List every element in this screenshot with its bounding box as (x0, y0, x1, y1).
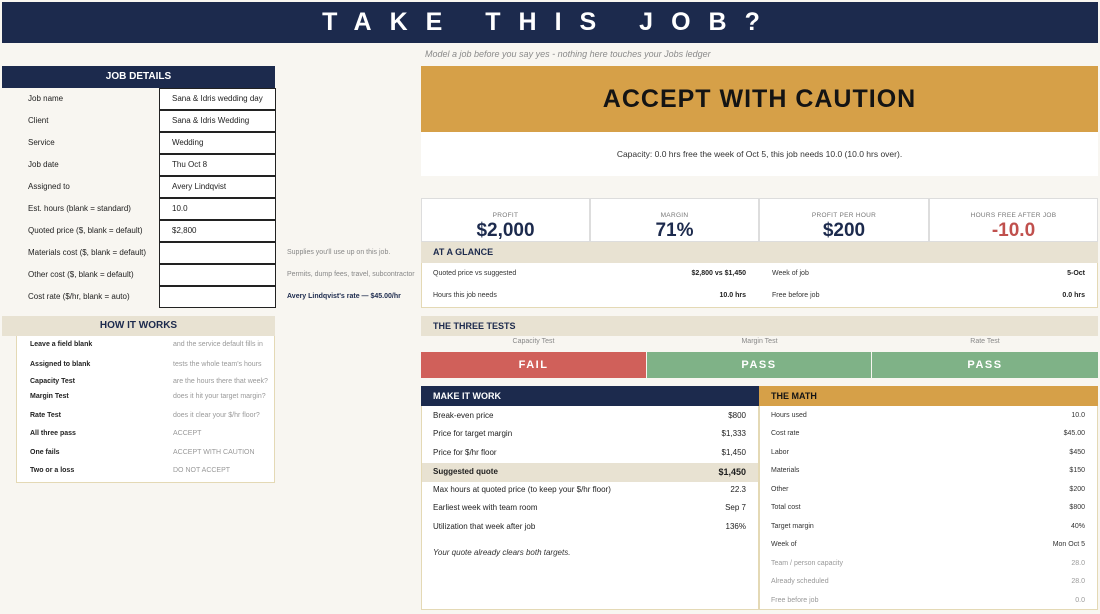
field-row-job-date (2, 154, 275, 176)
other-cost-input[interactable] (159, 264, 276, 286)
glance-value: 5-Oct (1067, 270, 1085, 277)
rule-key: One fails (30, 449, 60, 456)
row-label: Max hours at quoted price (to keep your $/hr floor) (433, 485, 611, 494)
row-label: Total cost (771, 504, 801, 511)
field-label: Client (28, 116, 49, 125)
row-label: Cost rate (771, 430, 800, 437)
glance-label: Free before job (772, 292, 820, 299)
row-label: Break-even price (433, 411, 494, 420)
table-row (422, 518, 758, 536)
three-tests-heading: THE THREE TESTS (421, 316, 1098, 336)
table-row (760, 462, 1097, 480)
list-item (17, 390, 276, 404)
row-value: $1,450 (718, 467, 746, 477)
row-label: Materials (771, 467, 800, 474)
row-value: $1,333 (721, 429, 746, 438)
table-row (422, 444, 758, 462)
row-value: $150 (1069, 467, 1085, 474)
make-it-work-panel (421, 406, 759, 610)
table-row (422, 499, 758, 517)
metric-profit-per-hour (759, 198, 929, 242)
how-it-works-heading: HOW IT WORKS (2, 316, 275, 336)
row-value: Sep 7 (725, 503, 746, 512)
how-it-works-panel (2, 316, 275, 483)
row-label: Free before job (771, 597, 819, 604)
glance-value: 0.0 hrs (1062, 292, 1085, 299)
table-row (760, 407, 1097, 425)
metric-profit (421, 198, 590, 242)
row-value: 22.3 (730, 485, 746, 494)
row-value: $1,450 (721, 448, 746, 457)
materials-cost-input[interactable] (159, 242, 276, 264)
row-value: 10.0 (1071, 412, 1085, 419)
margin-test-label: Margin Test (741, 338, 778, 345)
table-row (760, 592, 1097, 610)
table-row (760, 425, 1097, 443)
field-row-client (2, 110, 275, 132)
service-input[interactable]: Wedding (159, 132, 276, 154)
list-item (17, 338, 276, 352)
page-subtitle: Model a job before you say yes - nothing here touches your Jobs ledger (425, 49, 711, 59)
list-item (17, 464, 276, 478)
table-row (760, 536, 1097, 554)
field-label: Materials cost ($, blank = default) (28, 248, 147, 257)
make-it-work-heading: MAKE IT WORK (421, 386, 759, 406)
rate-test-result: PASS (872, 352, 1098, 378)
metric-label: PROFIT (492, 212, 519, 219)
field-label: Job name (28, 94, 64, 103)
other-cost-note: Permits, dump fees, travel, subcontractor (287, 271, 415, 278)
row-label: Target margin (771, 523, 814, 530)
row-label: Other (771, 486, 789, 493)
table-row (422, 425, 758, 443)
metric-value: $2,000 (476, 220, 535, 241)
rule-value: ACCEPT (173, 430, 202, 437)
at-a-glance-panel (421, 263, 1098, 308)
row-label: Suggested quote (433, 467, 498, 476)
metric-value: $200 (822, 220, 866, 241)
assigned-to-input[interactable]: Avery Lindqvist (159, 176, 276, 198)
job-details-panel (2, 66, 275, 309)
row-value: 0.0 (1075, 597, 1085, 604)
metric-label: PROFIT PER HOUR (811, 212, 877, 219)
glance-label: Week of job (772, 270, 809, 277)
capacity-test-result: FAIL (421, 352, 646, 378)
rule-value: are the hours there that week? (173, 378, 268, 385)
table-row (760, 573, 1097, 591)
list-item (17, 375, 276, 389)
est-hours-input[interactable]: 10.0 (159, 198, 276, 220)
page-title: TAKE THIS JOB? (2, 2, 1098, 43)
job-details-heading: JOB DETAILS (2, 66, 275, 88)
rule-value: ACCEPT WITH CAUTION (173, 449, 255, 456)
the-math-heading: THE MATH (759, 386, 1098, 406)
row-label: Already scheduled (771, 578, 829, 585)
rule-value: DO NOT ACCEPT (173, 467, 231, 474)
table-row (760, 518, 1097, 536)
client-input[interactable]: Sana & Idris Wedding (159, 110, 276, 132)
how-it-works-list (16, 336, 275, 483)
rule-key: Rate Test (30, 412, 61, 419)
field-row-other-cost (2, 264, 275, 286)
field-row-materials-cost (2, 242, 275, 264)
row-value: 40% (1070, 523, 1085, 530)
rule-value: and the service default fills in (173, 341, 263, 348)
row-label: Hours used (771, 412, 807, 419)
row-value: $450 (1069, 449, 1085, 456)
list-item (17, 409, 276, 423)
field-label: Job date (28, 160, 59, 169)
row-label: Labor (771, 449, 789, 456)
field-row-cost-rate (2, 286, 275, 308)
field-row-service (2, 132, 275, 154)
glance-label: Hours this job needs (433, 292, 497, 299)
rule-key: Leave a field blank (30, 341, 93, 348)
field-label: Other cost ($, blank = default) (28, 270, 134, 279)
margin-test-result: PASS (647, 352, 871, 378)
rule-value: does it hit your target margin? (173, 393, 266, 400)
metric-margin (590, 198, 759, 242)
job-date-input[interactable]: Thu Oct 8 (159, 154, 276, 176)
table-row (760, 481, 1097, 499)
table-row (422, 481, 758, 499)
metric-value: 71% (655, 220, 694, 241)
row-label: Week of (771, 541, 797, 548)
field-label: Est. hours (blank = standard) (28, 204, 131, 213)
rule-value: tests the whole team's hours (173, 361, 262, 368)
row-label: Earliest week with team room (433, 503, 538, 512)
row-value: 136% (725, 522, 746, 531)
table-row (422, 407, 758, 425)
row-value: $200 (1069, 486, 1085, 493)
cost-rate-note: Avery Lindqvist's rate — $45.00/hr (287, 293, 401, 300)
row-value: Mon Oct 5 (1052, 541, 1085, 548)
rule-key: Capacity Test (30, 378, 75, 385)
glance-label: Quoted price vs suggested (433, 270, 517, 277)
at-a-glance-heading: AT A GLANCE (421, 242, 1098, 263)
field-row-quoted-price (2, 220, 275, 242)
metric-hours-free-after (929, 198, 1098, 242)
list-item (17, 446, 276, 460)
list-item (17, 358, 276, 372)
job-name-input[interactable]: Sana & Idris wedding day (159, 88, 276, 110)
rate-test-label: Rate Test (970, 338, 1000, 345)
verdict-banner: ACCEPT WITH CAUTION (421, 66, 1098, 132)
field-label: Assigned to (28, 182, 70, 191)
row-value: $800 (1069, 504, 1085, 511)
row-value: $45.00 (1063, 430, 1085, 437)
make-it-work-footer: Your quote already clears both targets. (433, 548, 571, 557)
rule-key: Margin Test (30, 393, 69, 400)
rule-value: does it clear your $/hr floor? (173, 412, 260, 419)
field-label: Cost rate ($/hr, blank = auto) (28, 292, 130, 301)
suggested-quote-row (422, 463, 758, 482)
metric-label: HOURS FREE AFTER JOB (970, 212, 1057, 219)
capacity-test-label: Capacity Test (512, 338, 555, 345)
table-row (760, 555, 1097, 573)
field-row-assigned-to (2, 176, 275, 198)
row-label: Team / person capacity (771, 560, 843, 567)
table-row (760, 444, 1097, 462)
field-label: Service (28, 138, 55, 147)
cost-rate-input[interactable] (159, 286, 276, 308)
list-item (17, 427, 276, 441)
field-row-est-hours (2, 198, 275, 220)
row-value: 28.0 (1071, 578, 1085, 585)
materials-note: Supplies you'll use up on this job. (287, 249, 391, 256)
row-label: Utilization that week after job (433, 522, 536, 531)
rule-key: All three pass (30, 430, 76, 437)
metric-value: -10.0 (991, 220, 1036, 241)
row-label: Price for target margin (433, 429, 513, 438)
quoted-price-input[interactable]: $2,800 (159, 220, 276, 242)
capacity-note: Capacity: 0.0 hrs free the week of Oct 5, this job needs 10.0 (10.0 hrs over). (421, 132, 1098, 176)
the-math-panel (759, 406, 1098, 610)
field-label: Quoted price ($, blank = default) (28, 226, 143, 235)
row-value: 28.0 (1071, 560, 1085, 567)
table-row (760, 499, 1097, 517)
glance-value: 10.0 hrs (719, 292, 746, 299)
field-row-job-name (2, 88, 275, 110)
glance-value: $2,800 vs $1,450 (691, 270, 746, 277)
metric-label: MARGIN (660, 212, 689, 219)
rule-key: Two or a loss (30, 467, 75, 474)
row-label: Price for $/hr floor (433, 448, 497, 457)
rule-key: Assigned to blank (30, 361, 91, 368)
row-value: $800 (728, 411, 746, 420)
